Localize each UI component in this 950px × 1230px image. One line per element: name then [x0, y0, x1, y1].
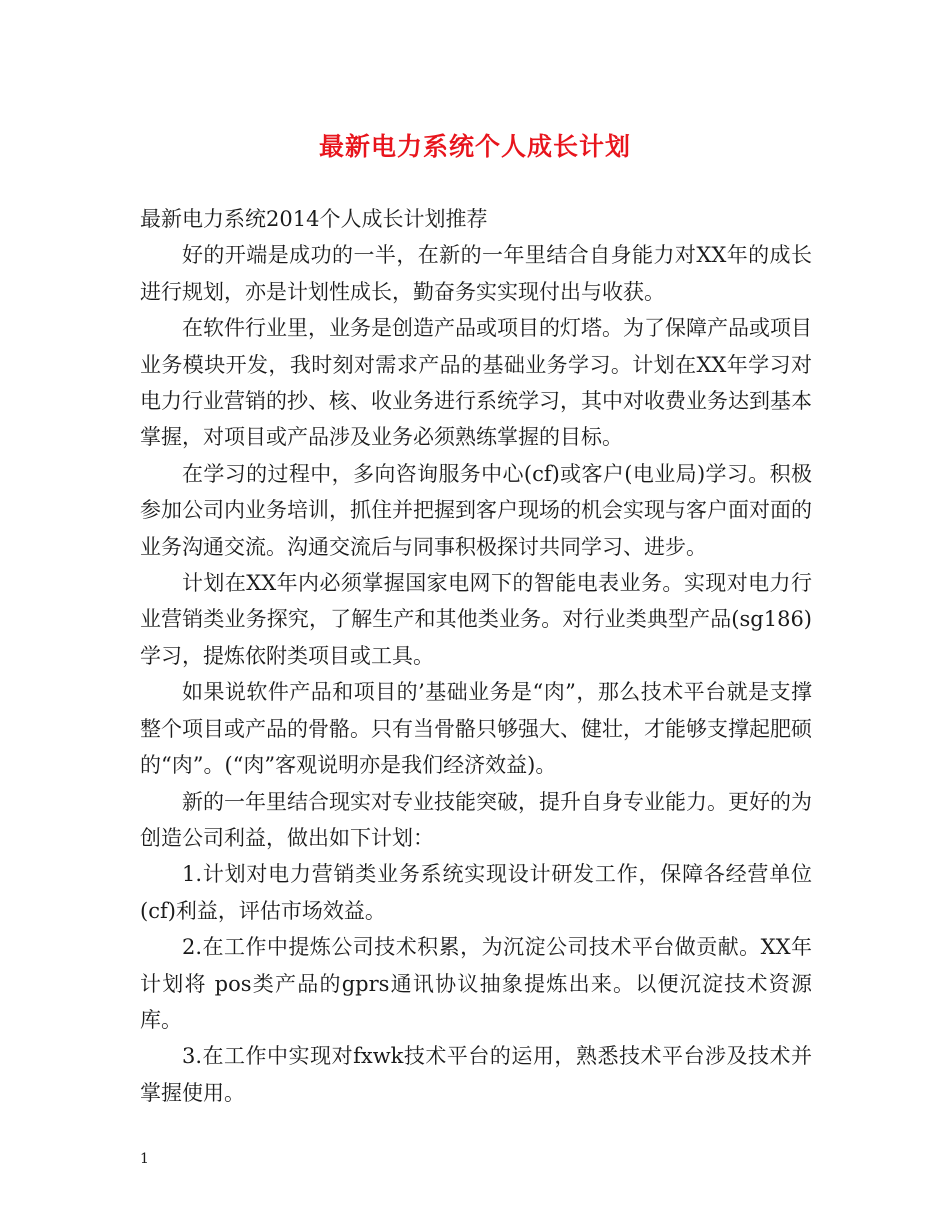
list-item-1: 1.计划对电力营销类业务系统实现设计研发工作，保障各经营单位(cf)利益，评估市场效益。	[140, 862, 812, 923]
list-item-3: 3.在工作中实现对fxwk技术平台的运用，熟悉技术平台涉及技术并掌握使用。	[140, 1044, 812, 1105]
list-item-2: 2.在工作中提炼公司技术积累，为沉淀公司技术平台做贡献。XX年计划将 pos类产品的gprs通讯协议抽象提炼出来。以便沉淀技术资源库。	[140, 935, 812, 1032]
paragraph-2: 在软件行业里，业务是创造产品或项目的灯塔。为了保障产品或项目业务模块开发，我时刻对需求产品的基础业务学习。计划在XX年学习对电力行业营销的抄、核、收业务进行系统学习，其中对收费业务达到基本掌握，对项目或产品涉及业务必须熟练掌握的目标。	[140, 316, 812, 450]
document-subtitle: 最新电力系统2014个人成长计划推荐	[140, 207, 488, 231]
page-number: 1	[140, 1151, 149, 1167]
paragraph-3: 在学习的过程中，多向咨询服务中心(cf)或客户(电业局)学习。积极参加公司内业务培训，抓住并把握到客户现场的机会实现与客户面对面的业务沟通交流。沟通交流后与同事积极探讨共同学习、进步。	[140, 461, 812, 559]
document-body	[140, 201, 812, 1111]
paragraph-6: 新的一年里结合现实对专业技能突破，提升自身专业能力。更好的为创造公司利益，做出如下计划：	[140, 789, 812, 850]
paragraph-4: 计划在XX年内必须掌握国家电网下的智能电表业务。实现对电力行业营销类业务探究，了解生产和其他类业务。对行业类典型产品(sg186)学习，提炼依附类项目或工具。	[140, 571, 812, 668]
paragraph-5: 如果说软件产品和项目的’基础业务是“肉”，那么技术平台就是支撑整个项目或产品的骨骼。只有当骨骼只够强大、健壮，才能够支撑起肥硕的“肉”。(“肉”客观说明亦是我们经济效益)。	[140, 680, 812, 778]
paragraph-1: 好的开端是成功的一半，在新的一年里结合自身能力对XX年的成长进行规划，亦是计划性成长，勤奋务实实现付出与收获。	[140, 243, 812, 304]
document-title: 最新电力系统个人成长计划	[318, 132, 631, 161]
